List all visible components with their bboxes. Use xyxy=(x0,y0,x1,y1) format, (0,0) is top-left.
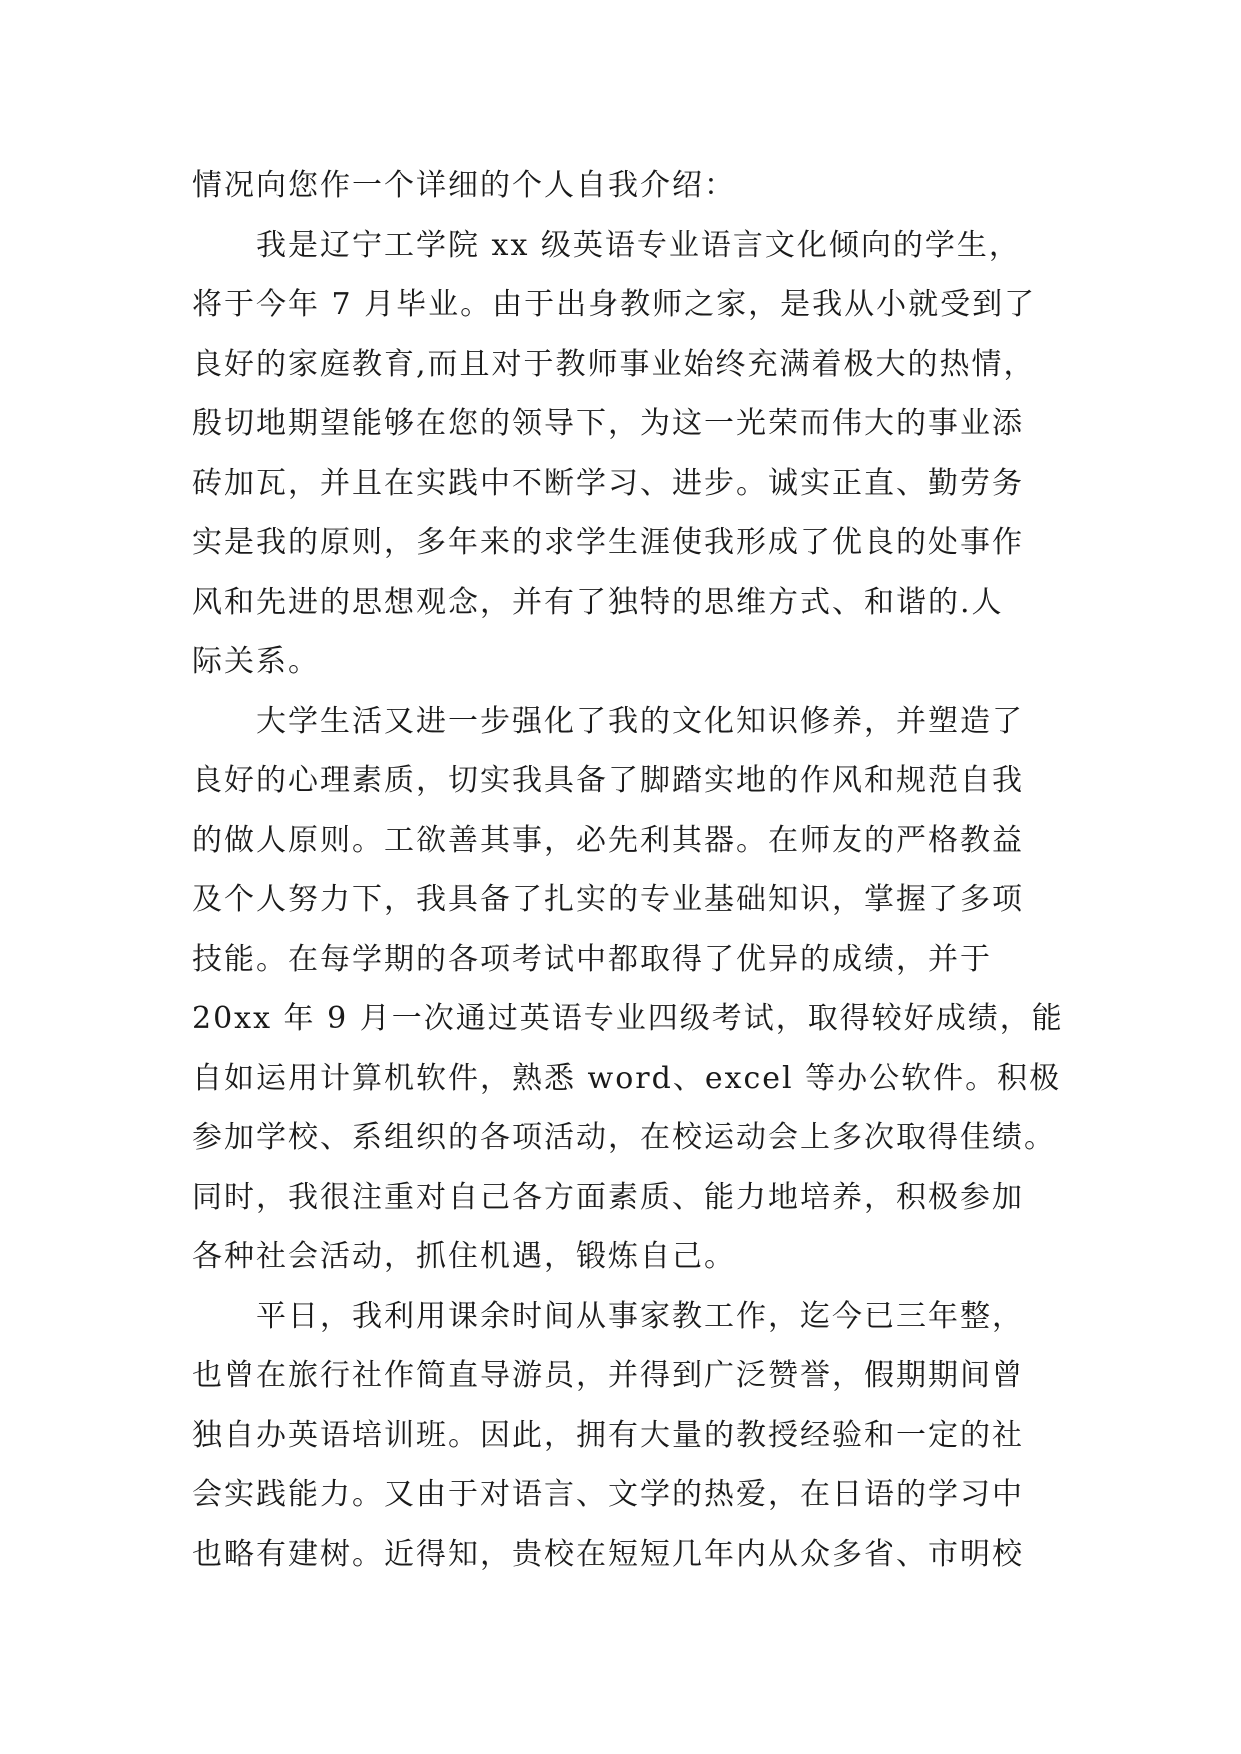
text-line: 大学生活又进一步强化了我的文化知识修养，并塑造了 xyxy=(256,703,1024,739)
text-line: 会实践能力。又由于对语言、文学的热爱，在日语的学习中 xyxy=(192,1477,1024,1512)
text-line: 将于今年 7 月毕业。由于出身教师之家，是我从小就受到了 xyxy=(192,287,1037,322)
text-line: 际关系。 xyxy=(192,644,320,679)
text-line: 砖加瓦，并且在实践中不断学习、进步。诚实正直、勤劳务 xyxy=(192,465,1024,501)
text-line: 自如运用计算机软件，熟悉 word、excel 等办公软件。积极 xyxy=(192,1060,1062,1096)
text-line: 情况向您作一个详细的个人自我介绍： xyxy=(192,168,736,203)
text-line: 良好的心理素质，切实我具备了脚踏实地的作风和规范自我 xyxy=(192,763,1024,798)
text-line: 的做人原则。工欲善其事，必先利其器。在师友的严格教益 xyxy=(192,822,1024,858)
text-line: 20xx 年 9 月一次通过英语专业四级考试，取得较好成绩，能 xyxy=(192,1001,1064,1036)
text-line: 风和先进的思想观念，并有了独特的思维方式、和谐的.人 xyxy=(192,584,1004,620)
text-line: 良好的家庭教育,而且对于教师事业始终充满着极大的热情， xyxy=(192,346,1036,382)
text-line: 实是我的原则，多年来的求学生涯使我形成了优良的处事作 xyxy=(192,525,1024,560)
text-line: 同时，我很注重对自己各方面素质、能力地培养，积极参加 xyxy=(192,1179,1024,1215)
text-line: 各种社会活动，抓住机遇，锻炼自己。 xyxy=(192,1239,736,1274)
text-line: 参加学校、系组织的各项活动，在校运动会上多次取得佳绩。 xyxy=(192,1120,1056,1155)
text-line: 也略有建树。近得知，贵校在短短几年内从众多省、市明校 xyxy=(192,1536,1024,1572)
text-line: 我是辽宁工学院 xx 级英语专业语言文化倾向的学生， xyxy=(256,227,1021,263)
text-line: 殷切地期望能够在您的领导下，为这一光荣而伟大的事业添 xyxy=(192,406,1024,441)
text-line: 及个人努力下，我具备了扎实的专业基础知识，掌握了多项 xyxy=(192,882,1024,917)
text-line: 平日，我利用课余时间从事家教工作，迄今已三年整， xyxy=(256,1298,1024,1334)
text-line: 独自办英语培训班。因此，拥有大量的教授经验和一定的社 xyxy=(192,1417,1024,1453)
text-line: 技能。在每学期的各项考试中都取得了优异的成绩，并于 xyxy=(192,941,992,977)
body-text xyxy=(192,156,1064,1584)
text-line: 也曾在旅行社作简直导游员，并得到广泛赞誉，假期期间曾 xyxy=(192,1358,1024,1393)
